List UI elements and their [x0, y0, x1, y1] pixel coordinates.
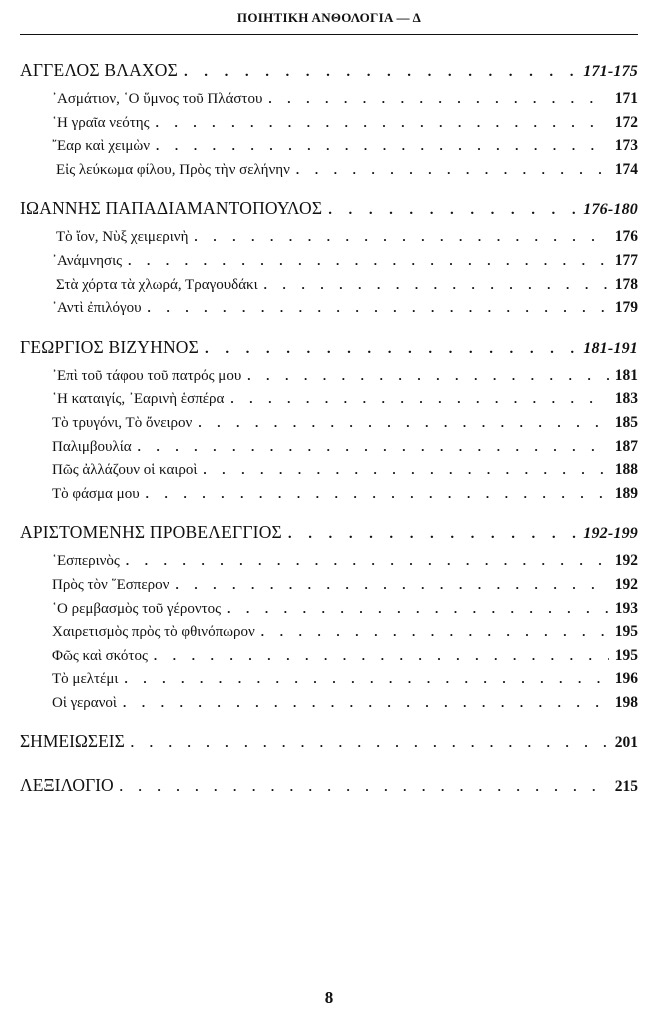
entry-title: Τὸ τρυγόνι, Τὸ ὄνειρον — [52, 414, 193, 431]
toc-entry — [20, 161, 638, 185]
page-range: 171-175 — [583, 63, 638, 80]
author-name: ΑΓΓΕΛΟΣ ΒΛΑΧΟΣ — [20, 60, 178, 80]
toc-entry — [20, 438, 638, 462]
entry-title: ῾Η γραῖα νεότης — [52, 114, 150, 131]
dot-leader — [198, 415, 608, 431]
toc-entry — [20, 367, 638, 391]
toc-notes-entry — [20, 731, 638, 761]
author-name: ΑΡΙΣΤΟΜΕΝΗΣ ΠΡΟΒΕΛΕΓΓΙΟΣ — [20, 522, 282, 543]
author-heading — [20, 198, 638, 228]
toc-entry — [20, 114, 638, 138]
entry-title: Εἰς λεύκωμα φίλου, Πρὸς τὴν σελήνην — [56, 161, 290, 178]
page-range: 192-199 — [583, 525, 638, 543]
entry-title: Χαιρετισμὸς πρὸς τὸ φθινόπωρον — [52, 624, 255, 641]
toc-entry — [20, 390, 638, 414]
dot-leader — [205, 341, 577, 358]
page-range: 181-191 — [583, 339, 638, 357]
entry-title: Τὸ φάσμα μου — [52, 485, 140, 502]
dot-leader — [296, 162, 609, 178]
dot-leader — [288, 526, 577, 543]
dot-leader — [261, 624, 609, 640]
dot-leader — [126, 553, 609, 569]
entry-page: 172 — [614, 113, 638, 131]
toc-section-papadiamantopoulos — [20, 198, 638, 322]
entry-page: 183 — [614, 390, 638, 408]
toc-section-vlachos — [20, 60, 638, 184]
entry-title: ᾿Επὶ τοῦ τάφου τοῦ πατρός μου — [52, 367, 242, 384]
running-head: ΠΟΙΗΤΙΚΗ ΑΝΘΟΛΟΓΙΑ — Δ — [236, 10, 422, 25]
dot-leader — [194, 229, 608, 245]
entry-page: 173 — [614, 137, 638, 155]
author-heading — [20, 337, 638, 367]
entry-title: ᾿Αντὶ ἐπιλόγου — [52, 300, 142, 317]
entry-page: 195 — [614, 623, 638, 641]
entry-page: 177 — [614, 251, 638, 269]
dot-leader — [247, 368, 608, 384]
entry-title: ᾿Ανάμνησις — [52, 252, 123, 269]
entry-page: 187 — [614, 437, 638, 455]
dot-leader — [128, 253, 609, 269]
dot-leader — [138, 439, 609, 455]
toc-entry — [20, 414, 638, 438]
toc-section-provelengios — [20, 522, 638, 717]
entry-title: Φῶς καὶ σκότος — [52, 647, 148, 664]
dot-leader — [123, 695, 609, 711]
toc-entry — [20, 694, 638, 718]
toc-entry — [20, 461, 638, 485]
notes-label: ΣΗΜΕΙΩΣΕΙΣ — [20, 731, 125, 752]
entry-page: 179 — [614, 299, 638, 317]
header-rule — [20, 34, 638, 35]
toc-entry — [20, 670, 638, 694]
entry-title: Τὸ ἴον, Νὺξ χειμερινὴ — [56, 229, 189, 246]
entry-page: 171 — [614, 90, 638, 107]
toc-entry — [20, 576, 638, 600]
entry-page: 195 — [614, 646, 638, 664]
author-heading — [20, 522, 638, 552]
dot-leader — [203, 462, 608, 478]
dot-leader — [154, 648, 609, 664]
dot-leader — [124, 671, 608, 687]
toc-entry — [20, 90, 638, 114]
dot-leader — [156, 138, 609, 154]
entry-title: Πρὸς τὸν ῞Εσπερον — [52, 576, 170, 593]
glossary-label: ΛΕΞΙΛΟΓΙΟ — [20, 775, 114, 796]
page-range: 176-180 — [583, 201, 638, 219]
author-heading — [20, 60, 638, 90]
entry-page: 192 — [614, 552, 638, 570]
entry-title: ῾Εσπερινὸς — [52, 553, 120, 570]
dot-leader — [268, 91, 608, 107]
dot-leader — [175, 577, 608, 593]
book-page — [20, 0, 638, 1024]
glossary-page: 215 — [614, 778, 638, 796]
toc-entry — [20, 647, 638, 671]
dot-leader — [184, 64, 577, 81]
dot-leader — [230, 391, 608, 407]
entry-page: 189 — [614, 484, 638, 502]
dot-leader — [264, 277, 609, 293]
entry-page: 176 — [614, 228, 638, 246]
toc-entry — [20, 276, 638, 300]
dot-leader — [120, 779, 609, 795]
notes-page: 201 — [614, 734, 638, 752]
toc-entry — [20, 485, 638, 509]
toc-entry — [20, 137, 638, 161]
entry-page: 192 — [614, 575, 638, 593]
author-name: ΙΩΑΝΝΗΣ ΠΑΠΑΔΙΑΜΑΝΤΟΠΟΥΛΟΣ — [20, 198, 323, 219]
toc-section-vizyinos — [20, 337, 638, 509]
toc-glossary-entry — [20, 775, 638, 805]
toc-entry — [20, 228, 638, 252]
dot-leader — [227, 601, 609, 617]
entry-title: Τὸ μελτέμι — [52, 671, 119, 688]
entry-page: 185 — [614, 413, 638, 431]
entry-title: Παλιμβουλία — [52, 438, 132, 455]
author-name: ΓΕΩΡΓΙΟΣ ΒΙΖΥΗΝΟΣ — [20, 336, 200, 357]
toc-entry — [20, 299, 638, 323]
entry-title: ᾿Ασμάτιον, ῾Ο ὕμνος τοῦ Πλάστου — [52, 91, 263, 107]
entry-title: Οἱ γερανοὶ — [52, 694, 117, 711]
toc-entry — [20, 252, 638, 276]
toc-entry — [20, 552, 638, 576]
entry-page: 193 — [614, 599, 638, 617]
dot-leader — [328, 202, 577, 219]
dot-leader — [131, 735, 609, 751]
entry-title: ῎Εαρ καὶ χειμὼν — [52, 138, 151, 155]
entry-title: ῾Ο ρεμβασμὸς τοῦ γέροντος — [52, 600, 222, 617]
entry-page: 196 — [614, 670, 638, 688]
toc-entry — [20, 623, 638, 647]
toc-entry — [20, 600, 638, 624]
table-of-contents — [20, 60, 638, 819]
entry-title: Στὰ χόρτα τὰ χλωρά, Τραγουδάκι — [56, 276, 258, 293]
entry-page: 178 — [614, 275, 638, 293]
entry-page: 181 — [614, 366, 638, 384]
dot-leader — [148, 300, 609, 316]
entry-title: ῾Η καταιγίς, ᾿Εαρινὴ ἑσπέρα — [52, 391, 225, 408]
entry-page: 174 — [614, 160, 638, 178]
dot-leader — [156, 115, 609, 131]
entry-page: 198 — [614, 693, 638, 711]
dot-leader — [146, 486, 609, 502]
entry-title: Πῶς ἀλλάζουν οἱ καιροὶ — [52, 462, 198, 479]
page-number: 8 — [324, 988, 334, 1007]
entry-page: 188 — [614, 461, 638, 479]
